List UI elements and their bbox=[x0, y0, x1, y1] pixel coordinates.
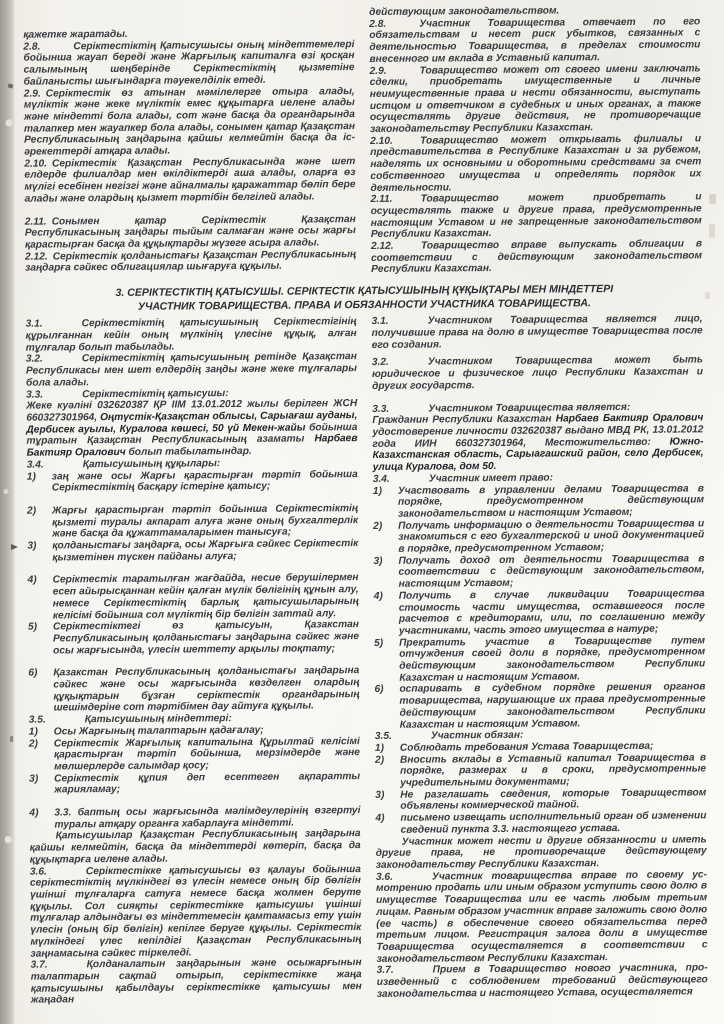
clause-text: Участником Товарищества является лицо, получившие права на долю в имуществе Товарищества после его создания. bbox=[371, 313, 703, 351]
item-text: 3.3. баптың осы жарғысында мәлімдеулерінің өзгертуі туралы атқару органға хабарлауға міндетті. bbox=[54, 805, 361, 831]
item-text: Получать информацию о деятельности Товарищества и знакомиться с его бухгалтерской и иной документацией в порядке, предусмотренном Уставом; bbox=[398, 517, 705, 555]
clause-number: 3.4. bbox=[26, 459, 44, 471]
item-number: 4) bbox=[29, 807, 39, 819]
clause-text: Серіктестіктің Қатысушысы оның міндеттемелері бойынша жауап береді және Жарғылық капиталға өзі қосқан салымының шеңберінде Серіктестіктің қызметіне байланысты шығындарға тәуекелділік етеді. bbox=[23, 38, 355, 88]
clause-text: болып табылатындар. bbox=[125, 445, 252, 458]
note-paragraph-ru bbox=[376, 834, 707, 872]
item-number: 1) bbox=[374, 742, 385, 754]
list-item bbox=[28, 619, 359, 657]
clause-text: Участник обязан: bbox=[430, 730, 524, 742]
clause-number: 3.2. bbox=[371, 357, 389, 369]
note-paragraph-kk bbox=[30, 829, 361, 867]
clause-text: Участник товарищества вправе по своему ус- мотрению продать или иным образом уступить свою долю в имуществе Товарищества или ее часть любым третьим лицам. Равным образом участник вправе заложить свою долю (ее часть) в обеспечение своего обязательства перед третьим лицом. Регистрация залога доли в имуществе Товарищества осуществляется в соответствии с законодательством Республики Казахстан. bbox=[375, 869, 708, 965]
clause-text: Қолданалатын заңдарынын және осыжарғынын талаптарын сақтай отырып, серіктестікке жаңа қатысушыны қабылдауы серіктестікке қатысушы мен жаңадан bbox=[30, 957, 362, 1006]
clause-text: действующим законодательством. bbox=[369, 5, 560, 18]
clause-number: 2.8. bbox=[369, 18, 387, 30]
list-item bbox=[27, 538, 358, 564]
clause-2-11-ru bbox=[371, 192, 702, 241]
item-number: 1) bbox=[372, 485, 382, 497]
clause-text: Участник может нести и другие обязанности и иметь другие права, не противоречащие действующему законодательству Республики Казахстан. bbox=[375, 833, 707, 871]
scan-artifact-mark bbox=[709, 194, 716, 204]
clause-number: 2.12. bbox=[370, 240, 394, 253]
list-item bbox=[27, 503, 358, 541]
clause-text: Серіктестікке қатысушысы өз қалауы бойынша серіктестіктің мүлкіндегі өз үлесін немесе оның бір бөлігін үшінші тұлғаларға сатуға немесе басқа жолмен беруте құқылы. Сол сияқты серіктестікке қатысушы үшінші тұлғалар алдындағы өз міндеттемесін қамтамасыз ету үшін үлесін (оның бір бөлігін) кепілге беруге құқылы. Серіктестік мүлкіндегі үлес кепілдігі Қазақстан Республикасының заңнамасына сәйкес тіркеледі. bbox=[29, 863, 362, 960]
clause-text: Серіктестік қолданыстағы Қазақстан Республикасының заңдарға сәйкес облигациялар шығаруға құқылы. bbox=[25, 248, 357, 275]
item-number: 6) bbox=[374, 684, 384, 696]
list-item bbox=[375, 787, 706, 813]
item-number: 6) bbox=[28, 667, 38, 680]
clause-2-10-kk bbox=[24, 156, 355, 205]
clause-3-6-ru bbox=[376, 869, 708, 965]
item-text: письмено извещать исполнительный орган об изменении сведений пункта 3.3. настоящего устава. bbox=[400, 810, 707, 836]
clause-text: Участником Товарищества является: bbox=[428, 401, 631, 415]
clause-number: 2.9. bbox=[369, 65, 387, 77]
clause-3-2-kk bbox=[26, 352, 357, 390]
item-text: Участвовать в управлении делами Товарищества в порядке, предусмотренном действующим законодательством и настоящим Уставом; bbox=[397, 482, 705, 520]
clause-number: 3.1. bbox=[371, 316, 389, 328]
item-number: 5) bbox=[27, 621, 38, 633]
clause-3-1-ru bbox=[372, 314, 703, 352]
item-number: 2) bbox=[374, 754, 385, 766]
clause-2-8-kk bbox=[23, 39, 354, 88]
item-number: 3) bbox=[373, 555, 383, 567]
item-text: Серіктестік Жарғылық капиталына Құрылтай келісімі қарастырған тәртіп бойынша, мерзімдерде және мөлшерлерде салымдар қосу; bbox=[53, 735, 360, 773]
clause-text: Қатысушының міндеттері: bbox=[84, 713, 232, 726]
clause-number: 3.1. bbox=[25, 318, 43, 331]
clause-text: Участником Товарищества может быть юридическое и физическое лицо Республики Казахстан и других государств. bbox=[371, 354, 704, 392]
clause-text: Қатысушылар Қазақстан Республикасының заңдарына қайшы келмейтін, басқа да міндеттерді көтеріп, басқа да құқықтарға иелене алады. bbox=[29, 828, 361, 866]
section3-heading-kazakh: 3. СЕРІКТЕСТІКТІҢ ҚАТЫСУШЫ. СЕРІКТЕСТІК ҚАТЫСУШЫНЫҢ ҚҰҚЫҚТАРЫ МЕН МІНДЕТТЕРІ bbox=[115, 283, 614, 300]
section3-heading-russian: УЧАСТНИК ТОВАРИЩЕСТВА. ПРАВА И ОБЯЗАННОСТИ УЧАСТНИКА ТОВАРИЩЕСТВА. bbox=[137, 296, 592, 313]
address-highlight: Оңтүстік-Қазақстан облысы, Сарыағаш ауданы, Дербисек ауылы, Куралова көшесі, 50 үй Мекен-жайы bbox=[26, 410, 358, 436]
item-text: Прекратить участие в Товариществе путем отчуждения своей доли в порядке, предусмотренном действующим законодательством Республики Казахстан и настоящим Уставом. bbox=[399, 634, 706, 684]
item-number: 2) bbox=[26, 505, 37, 517]
clause-number: 2.10. bbox=[24, 158, 48, 170]
clause-number: 3.7. bbox=[376, 965, 394, 977]
item-number: 3) bbox=[27, 540, 37, 552]
item-text: Қазакстан Республикасының қолданыстағы заңдарына сәйкес және осы жарғысында көзделген олардың құқықтарын бұзған серіктестік органдарының шешімдеріне сот тәртібімен дау айтуға құқылы. bbox=[53, 665, 360, 714]
item-number: 2) bbox=[373, 520, 383, 532]
clause-text: Серіктестіктің қатысушының Серіктестігінің құрылғаннан кейін оның мүлкінің үлесіне құқық, алған тұлғалар болып табылады. bbox=[25, 316, 357, 354]
list-item bbox=[374, 588, 705, 637]
item-number: 3) bbox=[375, 789, 385, 801]
clause-number: 2.11. bbox=[24, 216, 47, 228]
clause-number: 3.5. bbox=[374, 731, 392, 743]
clause-2-9-kk bbox=[24, 86, 356, 159]
clause-text: бойынша тұратын Қазақстан Республикасының азаматы bbox=[26, 421, 358, 448]
list-item bbox=[373, 553, 704, 591]
item-text: Жарғы қарастырған тәртіп бойынша Серіктестіктің қызметі туралы акпарат алуға және оның бухгалтерлік және басқа да құжаттамаларымен танысуға; bbox=[51, 502, 359, 540]
item-number: 3) bbox=[29, 773, 39, 785]
clause-2-11-kk bbox=[25, 214, 356, 252]
address-highlight: Южно-Казахстанская область, Сарыагашский район, село Дербисек, улица Куралова, дом 50. bbox=[372, 436, 704, 474]
clause-3-3-details-ru bbox=[372, 413, 703, 474]
clause-2-9-ru bbox=[370, 63, 702, 136]
clause-text: Серіктестік өз атынан мәмілелерге отыра алады, мүліктік және жеке мүліктік емес құқытарға иелене алады және міндетті бола алады, сот және басқа да органдарында талапкер мен жауапкер бола алады, сонымен қатар Қазақстан Республикасының заңдарына қайшы келмейтін басқа да іс-әрекеттерді атқара алады. bbox=[23, 85, 356, 158]
clause-text: Прием в Товарищество нового участника, про- изведенный с соблюдением требований действующего законодательства и настоящего Устава, осуществляется bbox=[376, 962, 708, 1000]
clause-text: Серіктестіктің қатысушы: bbox=[82, 387, 229, 400]
clause-number: 2.12. bbox=[24, 251, 48, 263]
scan-edge-strip bbox=[0, 0, 15, 1024]
document-content bbox=[23, 4, 709, 1006]
list-item bbox=[373, 483, 704, 521]
clause-text: Товарищество может открывать филиалы и представительства в Республике Казахстан и за рубежом, наделять их основными и оборотными средствами за счет собственного имущества и определять порядок их деятельности. bbox=[370, 133, 702, 194]
clause-text: Товарищество может от своего имени заключать сделки, приобретать имущественные и личные неимущественные права и нести обязанности, выступать истцом и ответчиком в судебных и иных органах, а также осуществлять другие действия, не противоречащие законодательству Республики Казахстан. bbox=[369, 62, 701, 135]
participant-name: Нарбаев Бактияр Оралович bbox=[26, 433, 358, 459]
item-number: 1) bbox=[28, 726, 38, 738]
item-text: оспаривать в судебном порядке решения органов товарищества, нарушающие их права предусмотренные действующим законодательством Республики Казахстан и настоящим Уставом. bbox=[399, 681, 706, 731]
item-number: 4) bbox=[373, 590, 383, 602]
clause-3-2-ru bbox=[372, 355, 703, 393]
clause-text: қажетке жаратады. bbox=[23, 28, 128, 41]
list-item bbox=[27, 469, 358, 495]
scan-artifact-speck bbox=[11, 544, 18, 550]
scan-artifact-speck bbox=[10, 736, 13, 742]
clause-2-12-kk bbox=[25, 249, 356, 275]
list-item bbox=[374, 635, 705, 684]
clause-number: 3.2. bbox=[25, 354, 43, 366]
clause-text: Сонымен қатар Серіктестік Қазақстан Республикасының заңдары тыйым салмаған және осы жарғы қарастырған басқа да құқықтарды жүзеге асыра алады. bbox=[24, 213, 356, 251]
list-item bbox=[374, 682, 705, 731]
item-text: заң және осы Жарғы қарастырған тәртіп бойынша Серіктестіктің басқару істеріне қатысу; bbox=[51, 468, 358, 494]
clause-text: Қатысушының құқылары: bbox=[82, 457, 221, 471]
clause-text: Гражданин Республики Казахстан bbox=[372, 413, 556, 427]
item-text: Осы Жарғының талаптарын қадағалау; bbox=[53, 724, 264, 738]
section2-columns bbox=[23, 4, 703, 278]
item-text: Получить в случае ликвидации Товарищества стоимость части имущества, оставшегося после расчетов с кредиторами, или, по соглашению между участниками, часть этого имущества в натуре; bbox=[398, 588, 705, 637]
clause-text: Серіктестіктің қатысушының ретінде Қазақстан Республикасы мен шет елдердің заңды және жеке тұлғалары бола алады. bbox=[25, 351, 357, 389]
clause-number: 2.8. bbox=[23, 41, 41, 53]
item-number: 1) bbox=[26, 471, 36, 483]
participant-name: Нарбаев Бактияр Оралович bbox=[555, 412, 704, 425]
clause-number: 3.6. bbox=[29, 866, 47, 878]
section3-columns bbox=[26, 314, 709, 1007]
clause-3-1-kk bbox=[26, 316, 357, 354]
clause-number: 2.10. bbox=[370, 135, 393, 147]
item-text: Серіктестіктегі өз қатысуын, Қазакстан Республикасының қолданыстағы заңдарына сәйкес және осы жарғысында, үлесін шеттету арқылы тоқтату; bbox=[52, 619, 360, 657]
clause-text: Жеке куәліні 032620387 ҚР ІІМ 13.01.2012 жылы берілген ЖСН 660327301964, bbox=[26, 398, 358, 424]
scan-artifact-mark bbox=[705, 292, 710, 299]
clause-text: Участник Товарищества отвечает по его обязательствам и несет риск убытков, связанных с деятельностью Товарищества, в пределах стоимости внесенного им вклада в Уставный капитал. bbox=[369, 16, 701, 65]
item-text: қолданыстағы заңдарға, осы Жарғыға сәйкес Серіктестік қызметінен түскен пайданы алуға; bbox=[52, 538, 359, 564]
clause-number: 3.4. bbox=[372, 473, 390, 485]
clause-text: удостоверение личности 032620387 выдано МВД РК, 13.01.2012 года ИИН 660327301964, Местожительство: bbox=[372, 424, 704, 450]
clause-number: 3.5. bbox=[28, 714, 46, 726]
clause-number: 3.7. bbox=[30, 959, 48, 971]
clause-number: 3.3. bbox=[372, 403, 390, 415]
list-item bbox=[29, 805, 360, 831]
list-item bbox=[29, 771, 360, 797]
item-number: 5) bbox=[374, 637, 384, 649]
section3-heading bbox=[31, 283, 697, 315]
item-number: 4) bbox=[375, 813, 385, 825]
item-text: Не разглашать сведения, которые Товариществом объявлены коммерческой тайной. bbox=[400, 787, 707, 813]
item-text: Соблюдать требования Устава Товарищества; bbox=[399, 740, 654, 754]
item-number: 4) bbox=[27, 575, 37, 587]
section2-column-russian bbox=[369, 4, 702, 276]
scan-artifact-mark bbox=[709, 224, 715, 238]
clause-text: Товарищество вправе выпускать облигации в соответствии с действующим законодательством Республики Казахстан. bbox=[371, 238, 703, 276]
list-item bbox=[375, 752, 706, 790]
clause-3-7-ru bbox=[377, 963, 708, 1001]
clause-text: Участник имеет право: bbox=[428, 472, 554, 485]
item-text: Серіктестік таратылған жағдайда, несие берушілермен есеп айырысқаннан кейін қалған мүлік бөлігінің құнын алу, немесе Серіктестіктің барлық қатысушыларының келісімі бойынша сол мүліктің бір бөлігін заттай алу. bbox=[52, 572, 359, 621]
clause-number: 2.9. bbox=[23, 88, 41, 100]
item-text: Серіктестік құпия деп есептеген ақпаратты жарияламау; bbox=[54, 770, 361, 796]
list-item bbox=[29, 736, 360, 774]
list-item bbox=[375, 811, 706, 837]
clause-text: Серіктестік Қазақстан Республикасында және шет елдерде филиалдар мен өкілдіктерді аша алады, оларға өз мүлігі есебінен негізгі және айналмалы қаражаттар бөліп бере алады және олардың қызмет тәртібін белгілей алады. bbox=[24, 155, 356, 205]
clause-2-12-ru bbox=[371, 238, 702, 276]
clause-3-6-kk bbox=[30, 864, 362, 960]
clause-2-8-ru bbox=[369, 16, 700, 65]
clause-number: 2.11. bbox=[370, 194, 393, 206]
list-item bbox=[28, 572, 359, 621]
clause-text: Товарищество может приобретать и осуществлять также и другие права, предусмотренные настоящим Уставом и не запрещенные законодательством Республики Казахстан. bbox=[370, 191, 702, 241]
clause-number: 3.6. bbox=[375, 871, 393, 883]
clause-3-7-kk bbox=[31, 957, 362, 1006]
clause-3-3-details-kk bbox=[26, 398, 357, 459]
list-item bbox=[373, 518, 704, 556]
section3-column-kazakh bbox=[26, 316, 362, 1006]
item-text: Вносить вклады в Уставный капитал Товарищества в порядке, размерах и в сроки, предусмотренные учредительными документами; bbox=[399, 752, 707, 789]
section3-column-russian bbox=[372, 314, 708, 1004]
list-item bbox=[28, 665, 359, 714]
section2-column-kazakh bbox=[23, 7, 356, 279]
item-number: 2) bbox=[28, 738, 38, 750]
clause-2-10-ru bbox=[370, 133, 701, 194]
clause-number: 3.3. bbox=[26, 389, 44, 401]
item-text: Получать доход от деятельности Товарищества в соответствии с действующим законодательством, настоящим Уставом; bbox=[398, 553, 705, 590]
